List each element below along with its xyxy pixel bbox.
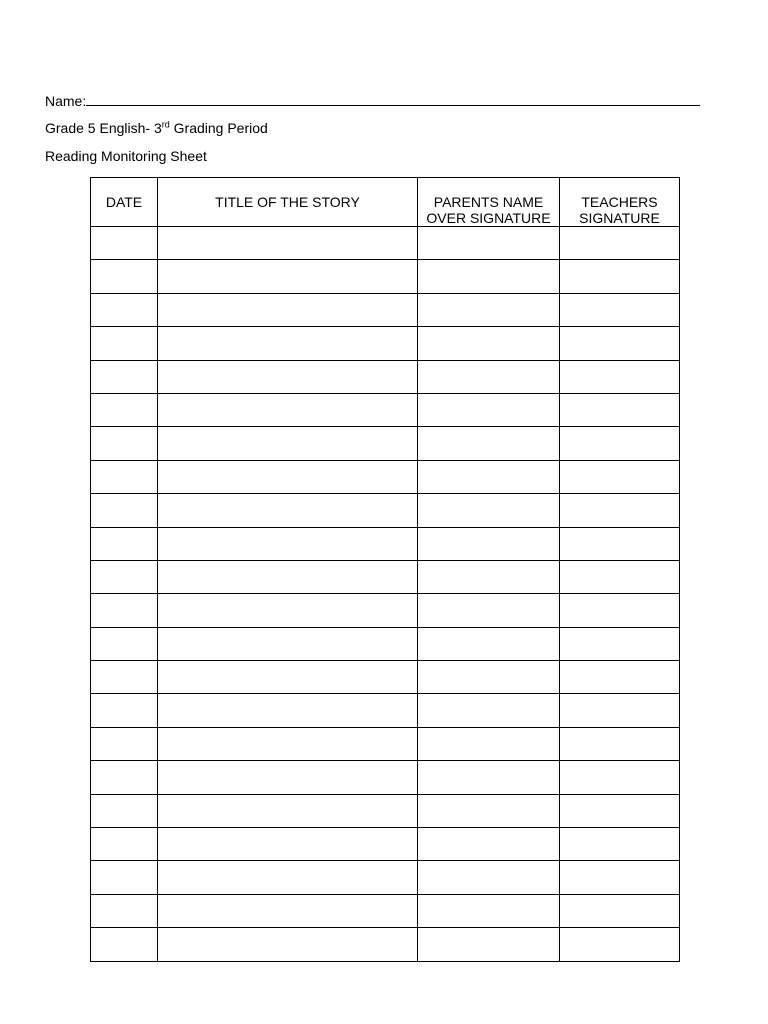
teacher-signature-cell[interactable] [560,727,680,760]
teacher-signature-cell[interactable] [560,594,680,627]
date-cell[interactable] [91,527,158,560]
header-teachers-label-line2: SIGNATURE [579,210,660,226]
parent-signature-cell[interactable] [418,560,560,593]
date-cell[interactable] [91,928,158,961]
story-title-cell[interactable] [158,494,418,527]
date-cell[interactable] [91,560,158,593]
date-cell[interactable] [91,594,158,627]
table-row [91,494,680,527]
teacher-signature-cell[interactable] [560,327,680,360]
parent-signature-cell[interactable] [418,227,560,260]
table-row [91,260,680,293]
date-cell[interactable] [91,861,158,894]
table-row [91,360,680,393]
date-cell[interactable] [91,460,158,493]
date-cell[interactable] [91,227,158,260]
teacher-signature-cell[interactable] [560,393,680,426]
story-title-cell[interactable] [158,828,418,861]
parent-signature-cell[interactable] [418,360,560,393]
teacher-signature-cell[interactable] [560,494,680,527]
name-blank-line[interactable] [86,92,700,106]
parent-signature-cell[interactable] [418,327,560,360]
header-parents-label-line2: OVER SIGNATURE [426,210,551,226]
parent-signature-cell[interactable] [418,894,560,927]
parent-signature-cell[interactable] [418,594,560,627]
header-title-label: TITLE OF THE STORY [215,194,360,210]
reading-monitoring-table [90,177,680,962]
parent-signature-cell[interactable] [418,928,560,961]
table-row [91,527,680,560]
date-cell[interactable] [91,828,158,861]
teacher-signature-cell[interactable] [560,694,680,727]
grading-period-line [45,120,268,136]
teacher-signature-cell[interactable] [560,794,680,827]
table-body [91,227,680,962]
table-row [91,794,680,827]
parent-signature-cell[interactable] [418,727,560,760]
parent-signature-cell[interactable] [418,627,560,660]
name-label: Name: [45,93,87,109]
teacher-signature-cell[interactable] [560,861,680,894]
header-parents-label-line1: PARENTS NAME [433,194,544,210]
story-title-cell[interactable] [158,227,418,260]
date-cell[interactable] [91,894,158,927]
date-cell[interactable] [91,627,158,660]
story-title-cell[interactable] [158,727,418,760]
header-title-of-story [158,178,418,227]
teacher-signature-cell[interactable] [560,661,680,694]
table-row [91,327,680,360]
teacher-signature-cell[interactable] [560,260,680,293]
parent-signature-cell[interactable] [418,293,560,326]
story-title-cell[interactable] [158,527,418,560]
table-row [91,393,680,426]
teacher-signature-cell[interactable] [560,293,680,326]
teacher-signature-cell[interactable] [560,828,680,861]
teacher-signature-cell[interactable] [560,460,680,493]
story-title-cell[interactable] [158,327,418,360]
table-row [91,460,680,493]
header-date [91,178,158,227]
date-cell[interactable] [91,293,158,326]
parent-signature-cell[interactable] [418,427,560,460]
story-title-cell[interactable] [158,627,418,660]
teacher-signature-cell[interactable] [560,761,680,794]
table-row [91,861,680,894]
header-date-label: DATE [105,194,143,210]
header-parents-signature [418,178,560,227]
story-title-cell[interactable] [158,794,418,827]
name-field[interactable] [45,92,700,109]
table-row [91,894,680,927]
teacher-signature-cell[interactable] [560,427,680,460]
table-row [91,594,680,627]
date-cell[interactable] [91,661,158,694]
teacher-signature-cell[interactable] [560,928,680,961]
date-cell[interactable] [91,694,158,727]
teacher-signature-cell[interactable] [560,227,680,260]
parent-signature-cell[interactable] [418,460,560,493]
grade-suffix: Grading Period [169,120,268,136]
parent-signature-cell[interactable] [418,494,560,527]
date-cell[interactable] [91,794,158,827]
teacher-signature-cell[interactable] [560,894,680,927]
table-row [91,427,680,460]
date-cell[interactable] [91,427,158,460]
sheet-title: Reading Monitoring Sheet [45,148,207,164]
date-cell[interactable] [91,360,158,393]
story-title-cell[interactable] [158,260,418,293]
table-header-row [91,178,680,227]
story-title-cell[interactable] [158,460,418,493]
table-row [91,293,680,326]
teacher-signature-cell[interactable] [560,360,680,393]
story-title-cell[interactable] [158,427,418,460]
story-title-cell[interactable] [158,594,418,627]
story-title-cell[interactable] [158,761,418,794]
teacher-signature-cell[interactable] [560,560,680,593]
table-row [91,694,680,727]
parent-signature-cell[interactable] [418,527,560,560]
parent-signature-cell[interactable] [418,260,560,293]
teacher-signature-cell[interactable] [560,527,680,560]
parent-signature-cell[interactable] [418,761,560,794]
parent-signature-cell[interactable] [418,694,560,727]
date-cell[interactable] [91,260,158,293]
parent-signature-cell[interactable] [418,861,560,894]
story-title-cell[interactable] [158,560,418,593]
grade-superscript: rd [161,119,170,130]
date-cell[interactable] [91,393,158,426]
teacher-signature-cell[interactable] [560,627,680,660]
table-row [91,227,680,260]
parent-signature-cell[interactable] [418,794,560,827]
date-cell[interactable] [91,327,158,360]
date-cell[interactable] [91,727,158,760]
header-teachers-signature [560,178,680,227]
table-row [91,661,680,694]
header-teachers-label-line1: TEACHERS [581,194,658,210]
date-cell[interactable] [91,761,158,794]
story-title-cell[interactable] [158,661,418,694]
parent-signature-cell[interactable] [418,661,560,694]
table-row [91,627,680,660]
parent-signature-cell[interactable] [418,393,560,426]
parent-signature-cell[interactable] [418,828,560,861]
story-title-cell[interactable] [158,928,418,961]
story-title-cell[interactable] [158,293,418,326]
story-title-cell[interactable] [158,360,418,393]
story-title-cell[interactable] [158,861,418,894]
table-row [91,560,680,593]
date-cell[interactable] [91,494,158,527]
story-title-cell[interactable] [158,694,418,727]
grade-prefix: Grade 5 English- 3 [45,120,162,136]
table-row [91,828,680,861]
table-row [91,727,680,760]
table-row [91,761,680,794]
story-title-cell[interactable] [158,894,418,927]
table-row [91,928,680,961]
story-title-cell[interactable] [158,393,418,426]
